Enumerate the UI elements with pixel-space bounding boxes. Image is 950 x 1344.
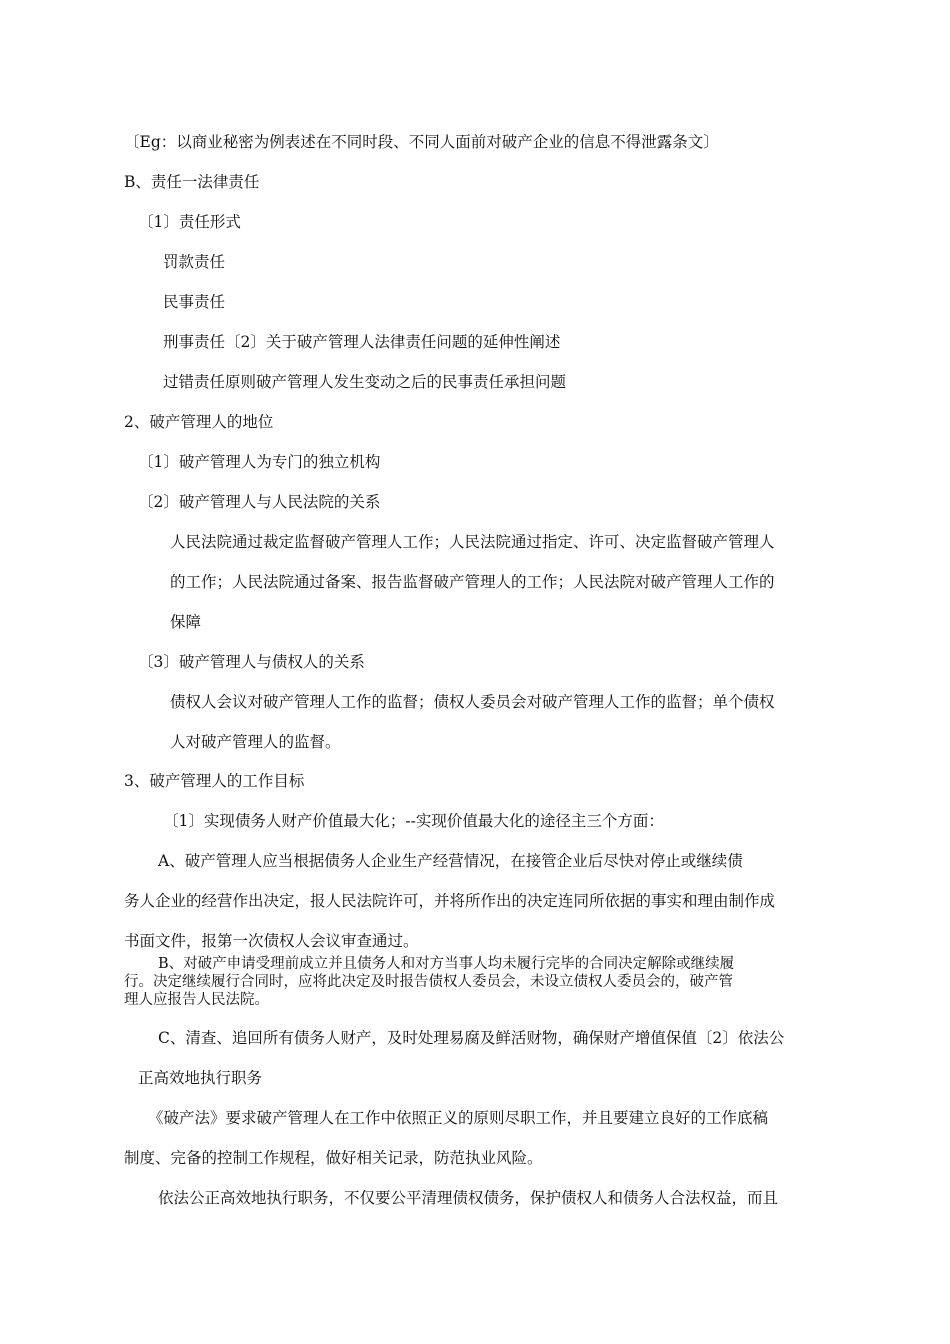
text-line: 〔3〕破产管理人与债权人的关系 bbox=[138, 653, 365, 671]
text-line: A、破产管理人应当根据债务人企业生产经营情况，在接管企业后尽快对停止或继续债 bbox=[158, 852, 743, 870]
text-line: 务人企业的经营作出决定，报人民法院许可，并将所作出的决定连同所依据的事实和理由制作成 bbox=[124, 892, 776, 910]
text-line: 〔1〕实现债务人财产价值最大化；--实现价值最大化的途径主三个方面： bbox=[163, 812, 664, 830]
text-line: 理人应报告人民法院。 bbox=[124, 992, 269, 1008]
text-line: C、清查、追回所有债务人财产，及时处理易腐及鲜活财物，确保财产增值保值〔2〕依法公 bbox=[158, 1029, 785, 1047]
text-line: 〔Eg：以商业秘密为例表述在不同时段、不同人面前对破产企业的信息不得泄露条文〕 bbox=[124, 133, 719, 151]
text-line: 人对破产管理人的监督。 bbox=[170, 733, 341, 751]
text-line: B、对破产申请受理前成立并且债务人和对方当事人均未履行完毕的合同决定解除或继续履 bbox=[158, 956, 735, 972]
section-heading: 3、破产管理人的工作目标 bbox=[124, 772, 305, 790]
text-line: 人民法院通过裁定监督破产管理人工作；人民法院通过指定、许可、决定监督破产管理人 bbox=[170, 533, 775, 551]
text-line: 的工作；人民法院通过备案、报告监督破产管理人的工作；人民法院对破产管理人工作的 bbox=[170, 573, 775, 591]
text-line: 正高效地执行职务 bbox=[138, 1069, 263, 1087]
text-line: 〔1〕破产管理人为专门的独立机构 bbox=[138, 453, 381, 471]
text-line: 〔2〕破产管理人与人民法院的关系 bbox=[138, 493, 381, 511]
text-line: 保障 bbox=[170, 613, 202, 631]
text-line: 〔1〕责任形式 bbox=[138, 213, 241, 231]
text-line: 罚款责任 bbox=[163, 253, 226, 271]
section-heading: 2、破产管理人的地位 bbox=[124, 413, 274, 431]
text-line: 书面文件，报第一次债权人会议审查通过。 bbox=[124, 932, 419, 950]
section-heading: B、责任一法律责任 bbox=[124, 173, 260, 191]
text-line: 民事责任 bbox=[163, 293, 226, 311]
text-line: 刑事责任〔2〕关于破产管理人法律责任问题的延伸性阐述 bbox=[163, 333, 561, 351]
text-line: 制度、完备的控制工作规程，做好相关记录，防范执业风险。 bbox=[124, 1149, 543, 1167]
text-line: 《破产法》要求破产管理人在工作中依照正义的原则尽职工作，并且要建立良好的工作底稿 bbox=[148, 1109, 769, 1127]
text-line: 债权人会议对破产管理人工作的监督；债权人委员会对破产管理人工作的监督；单个债权 bbox=[170, 693, 775, 711]
text-line: 行。决定继续履行合同时，应将此决定及时报告债权人委员会，未设立债权人委员会的，破产管 bbox=[124, 974, 733, 990]
text-line: 过错责任原则破产管理人发生变动之后的民事责任承担问题 bbox=[163, 373, 567, 391]
text-line: 依法公正高效地执行职务，不仅要公平清理债权债务，保护债权人和债务人合法权益，而且 bbox=[158, 1189, 779, 1207]
